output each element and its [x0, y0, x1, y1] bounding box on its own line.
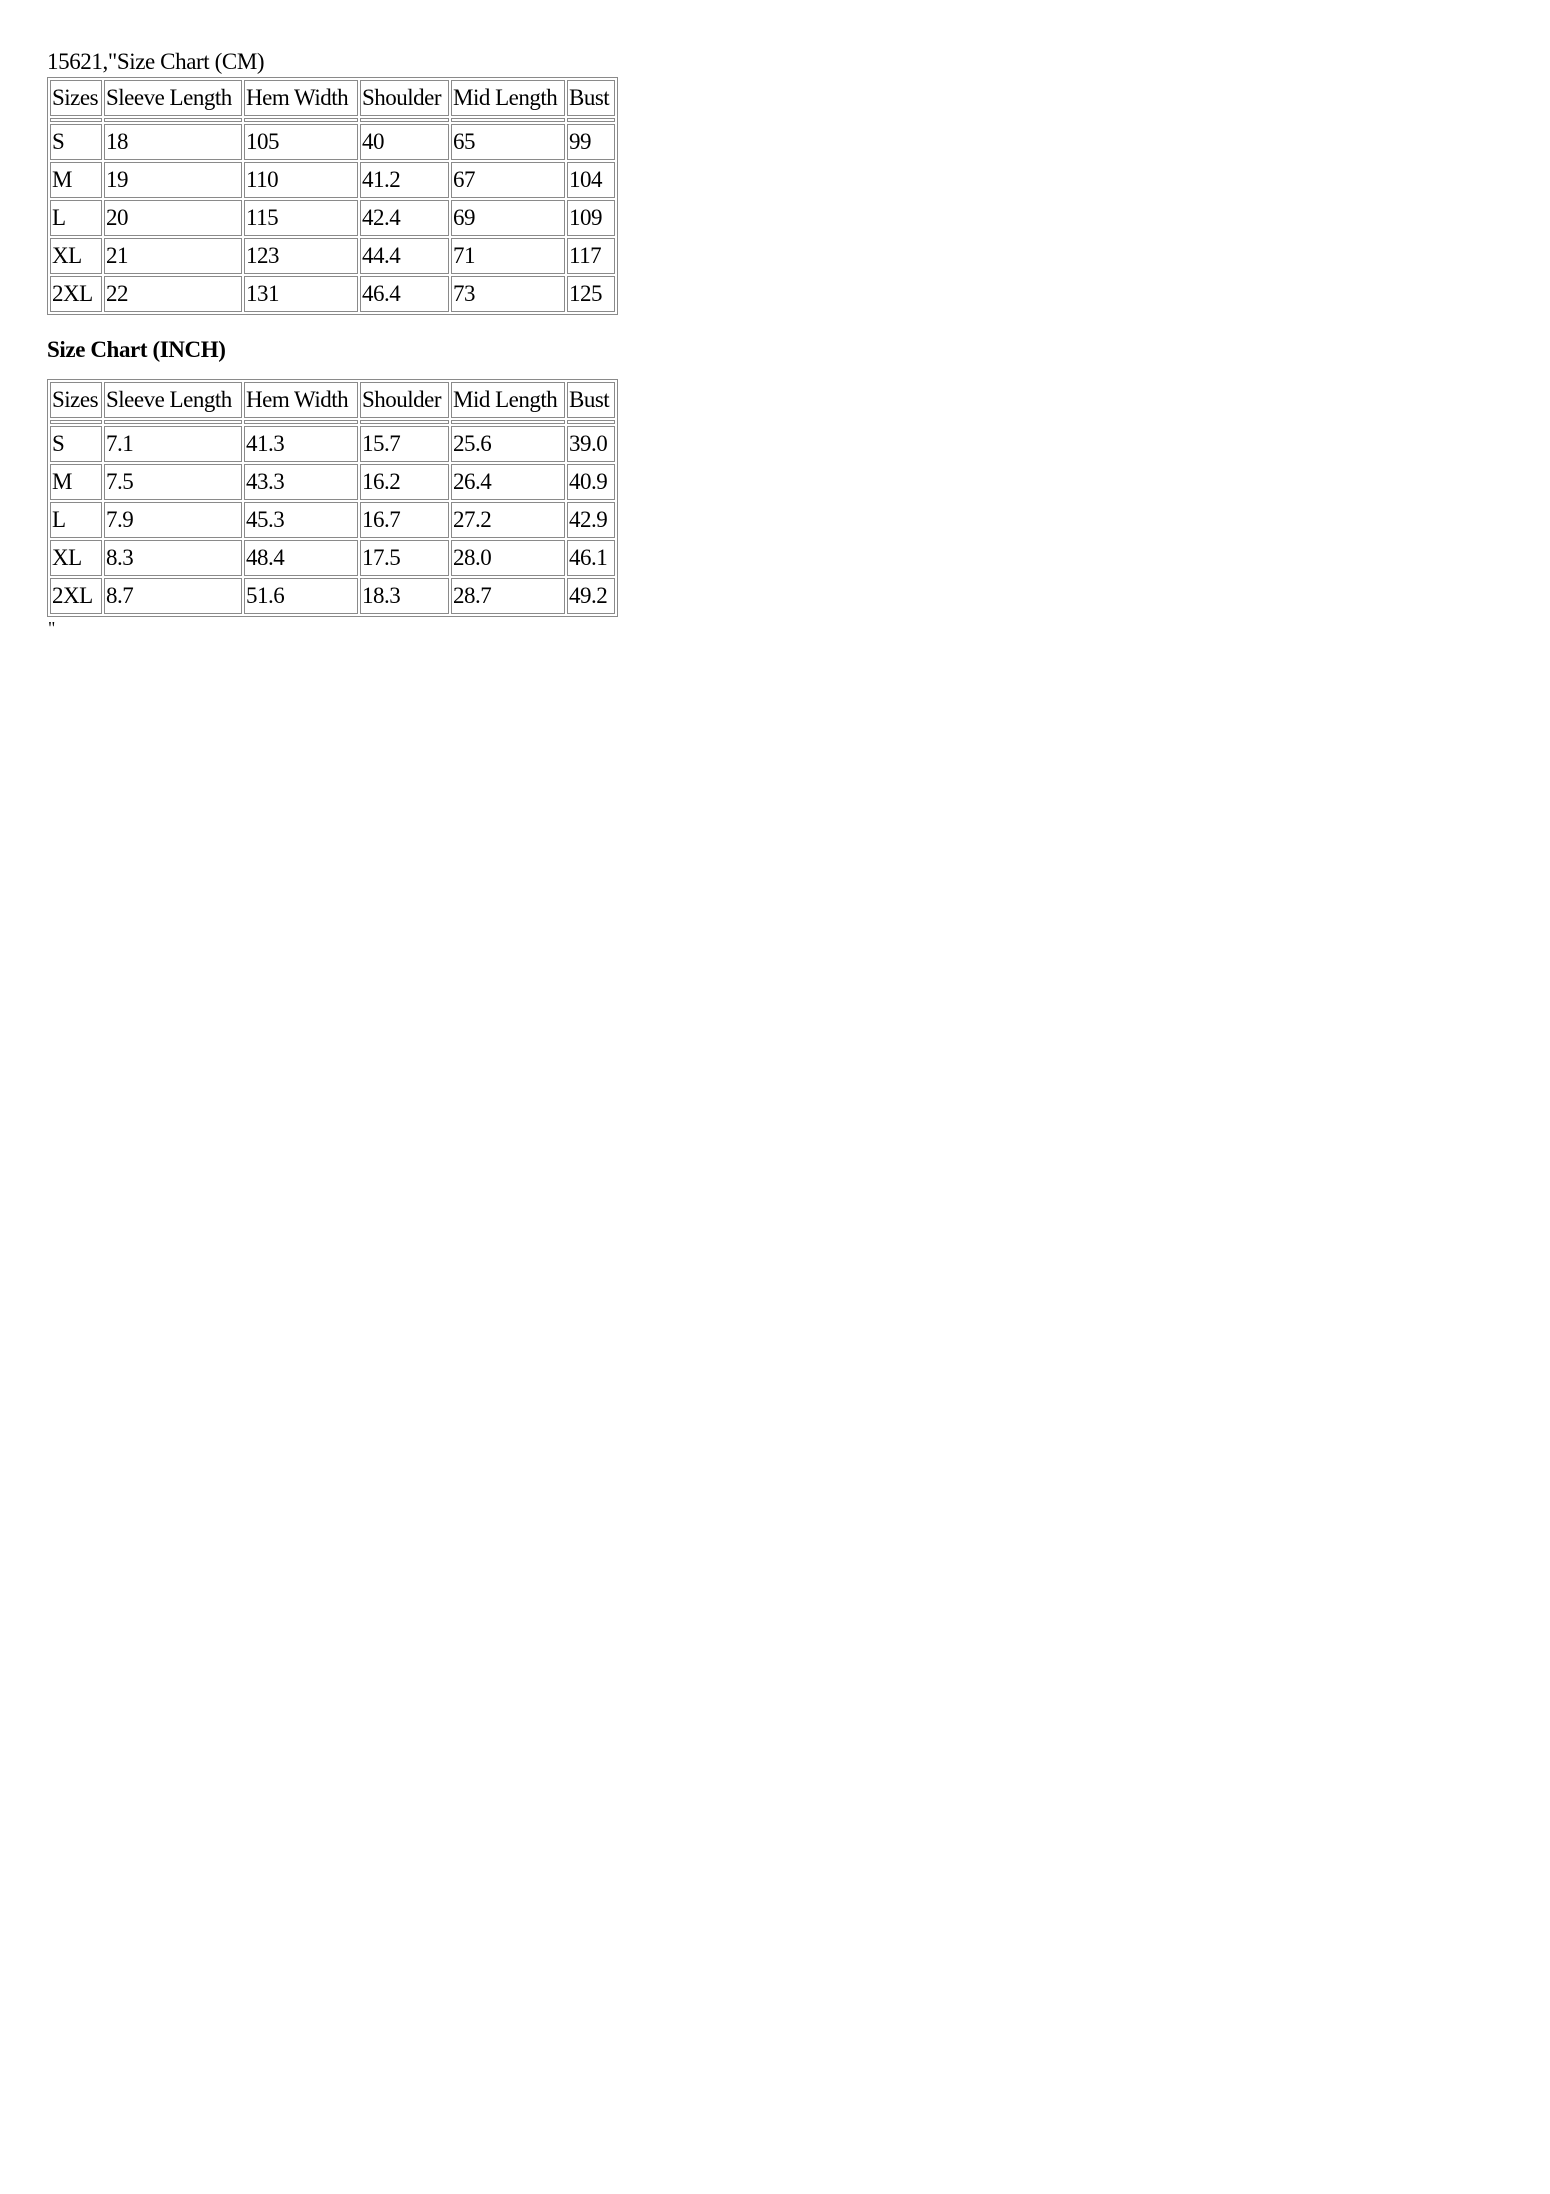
header-row — [50, 80, 615, 116]
size-cell: XL — [50, 238, 102, 274]
bust-cell: 49.2 — [567, 578, 615, 614]
separator-cell — [567, 118, 615, 122]
size-cell: S — [50, 426, 102, 462]
mid-length-cell: 26.4 — [451, 464, 565, 500]
header-cell-sizes: Sizes — [50, 382, 102, 418]
bust-cell: 40.9 — [567, 464, 615, 500]
cm-size-table — [47, 77, 618, 315]
mid-length-cell: 28.7 — [451, 578, 565, 614]
bust-cell: 109 — [567, 200, 615, 236]
sleeve-length-cell: 8.7 — [104, 578, 242, 614]
sleeve-length-cell: 19 — [104, 162, 242, 198]
header-cell-hem-width: Hem Width — [244, 80, 358, 116]
shoulder-cell: 16.2 — [360, 464, 449, 500]
header-cell-sleeve-length: Sleeve Length — [104, 80, 242, 116]
hem-width-cell: 131 — [244, 276, 358, 312]
header-cell-shoulder: Shoulder — [360, 382, 449, 418]
header-cell-bust: Bust — [567, 80, 615, 116]
shoulder-cell: 44.4 — [360, 238, 449, 274]
separator-cell — [244, 118, 358, 122]
size-cell: S — [50, 124, 102, 160]
table-row — [50, 540, 615, 576]
bust-cell: 42.9 — [567, 502, 615, 538]
separator-cell — [360, 420, 449, 424]
shoulder-cell: 15.7 — [360, 426, 449, 462]
bust-cell: 117 — [567, 238, 615, 274]
table-row — [50, 200, 615, 236]
bust-cell: 125 — [567, 276, 615, 312]
sleeve-length-cell: 7.5 — [104, 464, 242, 500]
mid-length-cell: 65 — [451, 124, 565, 160]
separator-cell — [50, 420, 102, 424]
sleeve-length-cell: 22 — [104, 276, 242, 312]
closing-quote: " — [48, 618, 56, 638]
size-cell: M — [50, 162, 102, 198]
inch-size-chart-title: Size Chart (INCH) — [47, 337, 226, 362]
separator-cell — [360, 118, 449, 122]
shoulder-cell: 41.2 — [360, 162, 449, 198]
separator-cell — [451, 118, 565, 122]
hem-width-cell: 43.3 — [244, 464, 358, 500]
table-row — [50, 276, 615, 312]
mid-length-cell: 73 — [451, 276, 565, 312]
separator-cell — [50, 118, 102, 122]
table-header — [50, 80, 615, 122]
separator-cell — [451, 420, 565, 424]
header-cell-mid-length: Mid Length — [451, 382, 565, 418]
bust-cell: 46.1 — [567, 540, 615, 576]
shoulder-cell: 46.4 — [360, 276, 449, 312]
header-separator-row — [50, 118, 615, 122]
separator-cell — [104, 118, 242, 122]
size-cell: XL — [50, 540, 102, 576]
hem-width-cell: 45.3 — [244, 502, 358, 538]
sleeve-length-cell: 20 — [104, 200, 242, 236]
sleeve-length-cell: 18 — [104, 124, 242, 160]
size-cell: L — [50, 502, 102, 538]
table-body — [50, 124, 615, 312]
mid-length-cell: 69 — [451, 200, 565, 236]
hem-width-cell: 123 — [244, 238, 358, 274]
bust-cell: 39.0 — [567, 426, 615, 462]
shoulder-cell: 16.7 — [360, 502, 449, 538]
header-cell-hem-width: Hem Width — [244, 382, 358, 418]
mid-length-cell: 25.6 — [451, 426, 565, 462]
sleeve-length-cell: 8.3 — [104, 540, 242, 576]
separator-cell — [567, 420, 615, 424]
header-cell-mid-length: Mid Length — [451, 80, 565, 116]
mid-length-cell: 28.0 — [451, 540, 565, 576]
mid-length-cell: 71 — [451, 238, 565, 274]
shoulder-cell: 18.3 — [360, 578, 449, 614]
size-cell: L — [50, 200, 102, 236]
bust-cell: 99 — [567, 124, 615, 160]
table-row — [50, 426, 615, 462]
mid-length-cell: 67 — [451, 162, 565, 198]
separator-cell — [104, 420, 242, 424]
table-row — [50, 124, 615, 160]
cm-size-chart-title: 15621,"Size Chart (CM) — [47, 49, 265, 74]
mid-length-cell: 27.2 — [451, 502, 565, 538]
hem-width-cell: 115 — [244, 200, 358, 236]
hem-width-cell: 48.4 — [244, 540, 358, 576]
header-cell-shoulder: Shoulder — [360, 80, 449, 116]
shoulder-cell: 40 — [360, 124, 449, 160]
size-cell: M — [50, 464, 102, 500]
table-body — [50, 426, 615, 614]
sleeve-length-cell: 21 — [104, 238, 242, 274]
header-cell-bust: Bust — [567, 382, 615, 418]
document-page — [47, 47, 667, 637]
header-separator-row — [50, 420, 615, 424]
table-row — [50, 162, 615, 198]
size-cell: 2XL — [50, 578, 102, 614]
bust-cell: 104 — [567, 162, 615, 198]
table-row — [50, 238, 615, 274]
size-cell: 2XL — [50, 276, 102, 312]
hem-width-cell: 51.6 — [244, 578, 358, 614]
separator-cell — [244, 420, 358, 424]
shoulder-cell: 42.4 — [360, 200, 449, 236]
sleeve-length-cell: 7.9 — [104, 502, 242, 538]
header-cell-sizes: Sizes — [50, 80, 102, 116]
sleeve-length-cell: 7.1 — [104, 426, 242, 462]
shoulder-cell: 17.5 — [360, 540, 449, 576]
inch-size-table — [47, 379, 618, 617]
table-header — [50, 382, 615, 424]
hem-width-cell: 105 — [244, 124, 358, 160]
hem-width-cell: 41.3 — [244, 426, 358, 462]
table-row — [50, 502, 615, 538]
hem-width-cell: 110 — [244, 162, 358, 198]
table-row — [50, 578, 615, 614]
header-cell-sleeve-length: Sleeve Length — [104, 382, 242, 418]
table-row — [50, 464, 615, 500]
header-row — [50, 382, 615, 418]
